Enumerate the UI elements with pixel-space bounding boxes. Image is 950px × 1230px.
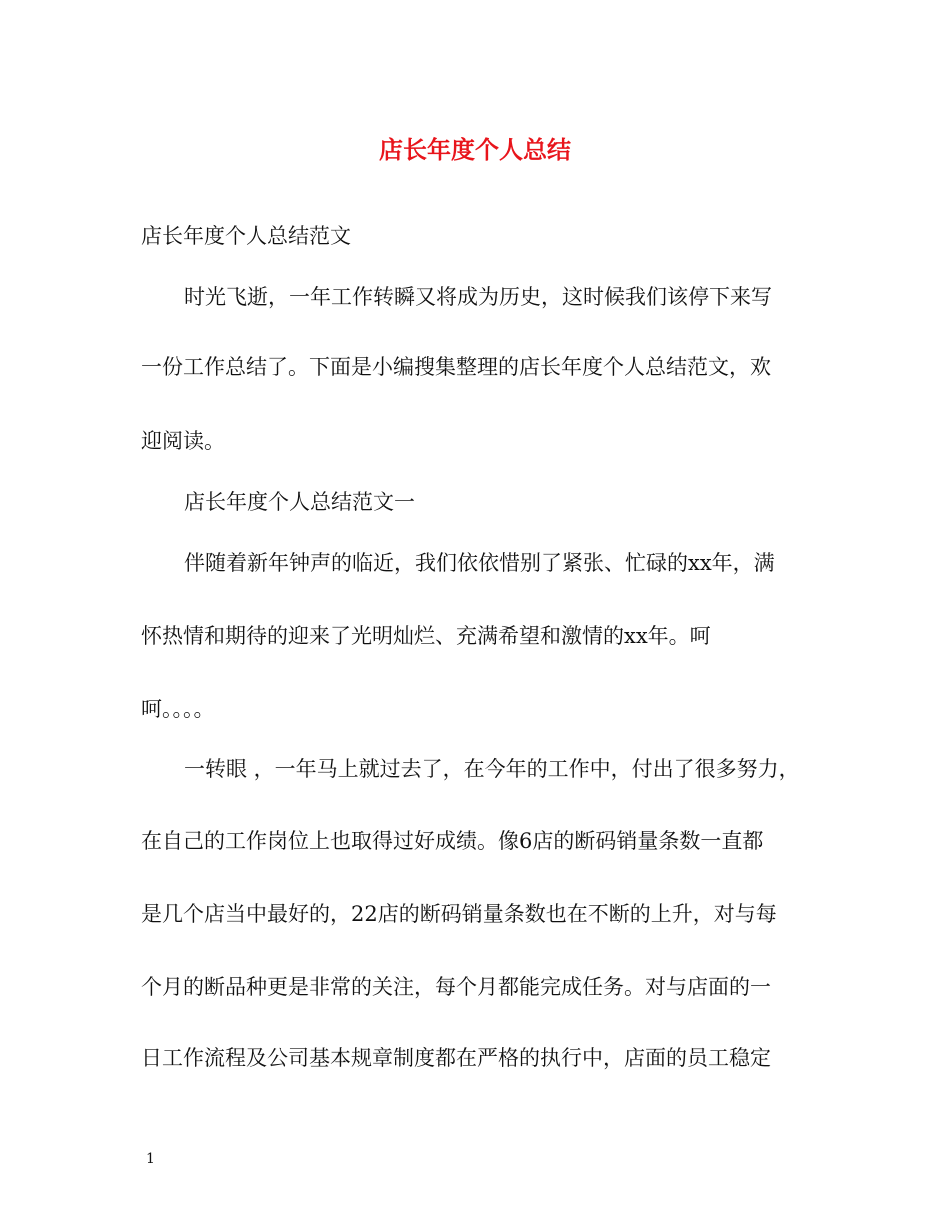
section-heading: 店长年度个人总结范文一 (184, 490, 415, 514)
subtitle-line: 店长年度个人总结范文 (141, 224, 351, 248)
paragraph-line: 一转眼 ，一年马上就过去了，在今年的工作中，付出了很多努力， (184, 757, 800, 781)
paragraph-line: 伴随着新年钟声的临近，我们依依惜别了紧张、忙碌的xx年，满 (184, 551, 775, 575)
paragraph-line: 是几个店当中最好的，22店的断码销量条数也在不断的上升，对与每 (141, 902, 777, 926)
paragraph-line: 迎阅读。 (141, 429, 225, 453)
paragraph-line: 怀热情和期待的迎来了光明灿烂、充满希望和激情的xx年。呵 (141, 624, 711, 648)
paragraph-line: 个月的断品种更是非常的关注，每个月都能完成任务。对与店面的一 (141, 975, 771, 999)
paragraph-line: 一份工作总结了。下面是小编搜集整理的店长年度个人总结范文，欢 (141, 355, 771, 379)
document-title: 店长年度个人总结 (379, 135, 571, 164)
paragraph-line: 时光飞逝，一年工作转瞬又将成为历史，这时候我们该停下来写 (184, 285, 772, 309)
paragraph-line: 呵。。。。 (141, 697, 215, 721)
paragraph-line: 日工作流程及公司基本规章制度都在严格的执行中，店面的员工稳定 (141, 1046, 771, 1070)
page-number: 1 (146, 1151, 155, 1167)
paragraph-line: 在自己的工作岗位上也取得过好成绩。像6店的断码销量条数一直都 (141, 829, 764, 853)
